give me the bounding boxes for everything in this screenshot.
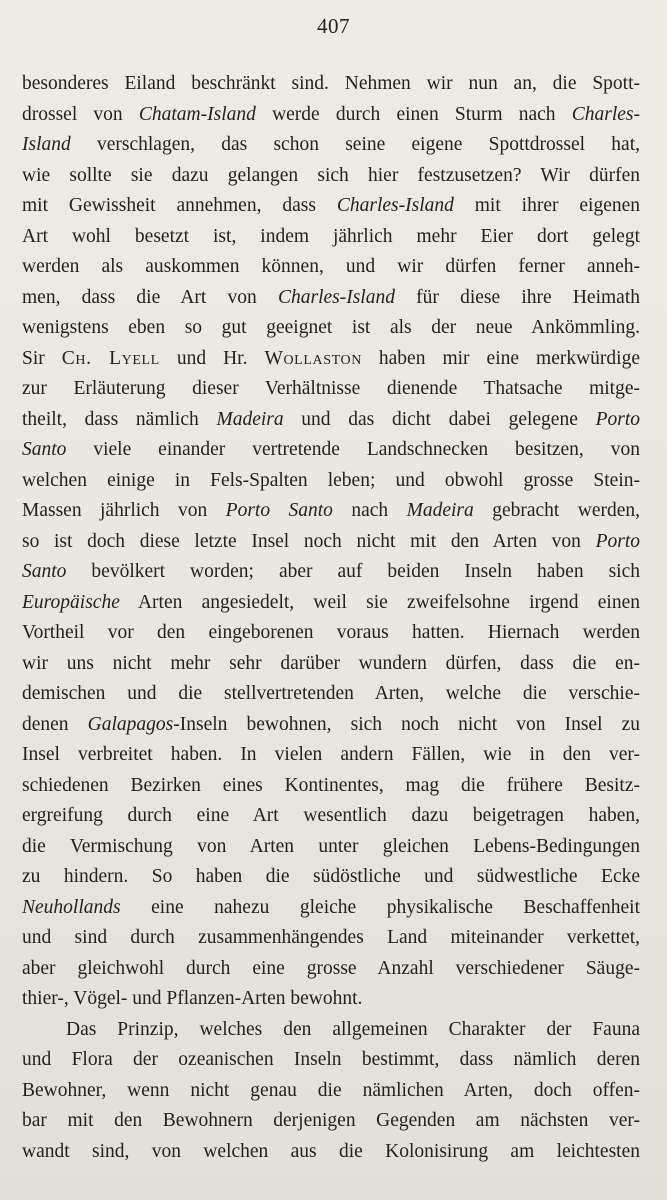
text-segment: demischen und die stellvertretenden Arten, welche die verschie- bbox=[22, 683, 640, 704]
italic-text: Santo bbox=[22, 439, 67, 460]
text-line bbox=[22, 100, 640, 131]
text-segment: für diese ihre Heimath bbox=[394, 286, 640, 308]
text-line bbox=[22, 435, 640, 466]
text-line bbox=[22, 313, 640, 344]
italic-text: Galapagos bbox=[87, 713, 174, 735]
text-segment: thier-, Vögel- und Pflanzen-Arten bewohnt. bbox=[22, 988, 363, 1009]
text-segment: Insel verbreitet haben. In vielen andern Fällen, wie in den ver- bbox=[22, 744, 640, 765]
text-segment: aber gleichwohl durch eine grosse Anzahl verschiedener Säuge- bbox=[22, 957, 640, 979]
italic-text: Charles- bbox=[571, 103, 640, 125]
text-line bbox=[22, 984, 640, 1015]
text-line bbox=[22, 1137, 640, 1168]
italic-text: Porto bbox=[595, 530, 640, 552]
text-line bbox=[22, 344, 640, 375]
text-segment: Art wohl besetzt ist, indem jährlich mehr Eier dort gelegt bbox=[22, 225, 640, 247]
text-segment: Sir bbox=[22, 347, 62, 369]
text-segment: men, dass die Art von bbox=[22, 286, 278, 308]
text-segment: haben mir eine merkwürdige bbox=[361, 347, 640, 369]
text-line bbox=[22, 374, 640, 405]
italic-text: Island bbox=[22, 134, 71, 155]
italic-text: Porto Santo bbox=[225, 500, 333, 521]
italic-text: Santo bbox=[22, 561, 67, 582]
text-line bbox=[22, 1076, 640, 1107]
text-segment: Das Prinzip, welches den allgemeinen Charakter der Fauna bbox=[66, 1018, 640, 1040]
text-line bbox=[22, 740, 640, 771]
italic-text: Chatam-Island bbox=[138, 103, 256, 125]
text-segment: und Flora der ozeanischen Inseln bestimmt, dass nämlich deren bbox=[22, 1049, 640, 1070]
italic-text: Europäische bbox=[22, 591, 120, 613]
text-segment: schiedenen Bezirken eines Kontinentes, mag die frühere Besitz- bbox=[22, 774, 640, 796]
text-segment: ergreifung durch eine Art wesentlich dazu beigetragen haben, bbox=[22, 805, 640, 826]
text-line bbox=[22, 862, 640, 893]
text-line bbox=[22, 69, 640, 100]
italic-text: Madeira bbox=[216, 408, 284, 430]
text-segment: und sind durch zusammenhängendes Land miteinander verkettet, bbox=[22, 927, 640, 948]
text-line bbox=[22, 618, 640, 649]
text-line bbox=[22, 649, 640, 680]
text-line bbox=[22, 679, 640, 710]
text-line bbox=[22, 1106, 640, 1137]
text-segment: wandt sind, von welchen aus die Kolonisirung am leichtesten bbox=[22, 1140, 640, 1162]
text-line bbox=[22, 252, 640, 283]
text-segment: drossel von bbox=[22, 103, 139, 125]
text-segment: bevölkert worden; aber auf beiden Inseln haben sich bbox=[66, 561, 640, 582]
italic-text: Charles-Island bbox=[336, 195, 454, 216]
text-line bbox=[22, 283, 640, 314]
text-segment: und das dicht dabei gelegene bbox=[283, 408, 596, 430]
text-line bbox=[22, 466, 640, 497]
text-segment: mit ihrer eigenen bbox=[453, 195, 640, 216]
text-segment: -Inseln bewohnen, sich noch nicht von Insel zu bbox=[173, 713, 640, 735]
text-line bbox=[22, 588, 640, 619]
text-line bbox=[22, 771, 640, 802]
text-segment: viele einander vertretende Landschnecken besitzen, von bbox=[66, 439, 640, 460]
text-line bbox=[22, 1045, 640, 1076]
text-segment: wenigstens eben so gut geeignet ist als der neue Ankömmling. bbox=[22, 317, 640, 338]
text-line bbox=[22, 496, 640, 527]
text-segment: zu hindern. So haben die südöstliche und südwestliche Ecke bbox=[22, 866, 640, 887]
page-number: 407 bbox=[317, 14, 350, 38]
text-segment: bar mit den Bewohnern derjenigen Gegenden am nächsten ver- bbox=[22, 1110, 640, 1131]
italic-text: Madeira bbox=[406, 500, 474, 521]
text-segment: und Hr. bbox=[159, 347, 265, 369]
text-segment: gebracht werden, bbox=[473, 500, 640, 521]
text-segment: Vortheil vor den eingeborenen voraus hatten. Hiernach werden bbox=[22, 622, 640, 643]
text-segment: die Vermischung von Arten unter gleichen Lebens-Bedingungen bbox=[22, 835, 640, 857]
italic-text: Porto bbox=[595, 408, 640, 430]
text-segment: werden als auskommen können, und wir dürfen ferner anneh- bbox=[22, 256, 640, 277]
text-segment: theilt, dass nämlich bbox=[22, 408, 217, 430]
text-line bbox=[22, 405, 640, 436]
text-segment: denen bbox=[22, 713, 88, 735]
text-line bbox=[22, 130, 640, 161]
text-line bbox=[22, 1015, 640, 1046]
text-line bbox=[22, 710, 640, 741]
italic-text: Charles-Island bbox=[277, 286, 395, 308]
text-segment: mit Gewissheit annehmen, dass bbox=[22, 195, 337, 216]
text-segment: werde durch einen Sturm nach bbox=[255, 103, 572, 125]
text-line bbox=[22, 801, 640, 832]
text-line bbox=[22, 191, 640, 222]
text-line bbox=[22, 954, 640, 985]
text-segment: welchen einige in Fels-Spalten leben; und obwohl grosse Stein- bbox=[22, 469, 640, 491]
text-segment: Arten angesiedelt, weil sie zweifelsohne irgend einen bbox=[119, 591, 640, 613]
text-segment: wie sollte sie dazu gelangen sich hier festzusetzen? Wir dürfen bbox=[22, 164, 640, 186]
text-line bbox=[22, 832, 640, 863]
text-segment: Massen jährlich von bbox=[22, 500, 226, 521]
text-segment: so ist doch diese letzte Insel noch nicht mit den Arten von bbox=[22, 530, 596, 552]
text-segment: wir uns nicht mehr sehr darüber wundern dürfen, dass die en- bbox=[22, 652, 640, 674]
text-segment: besonderes Eiland beschränkt sind. Nehmen wir nun an, die Spott- bbox=[22, 73, 640, 94]
text-line bbox=[22, 557, 640, 588]
text-segment: zur Erläuterung dieser Verhältnisse dienende Thatsache mitge- bbox=[22, 378, 640, 399]
small-caps-text: Ch. Lyell bbox=[61, 347, 160, 369]
text-line bbox=[22, 161, 640, 192]
text-line bbox=[22, 222, 640, 253]
text-segment: eine nahezu gleiche physikalische Beschaffenheit bbox=[120, 896, 640, 918]
text-line bbox=[22, 527, 640, 558]
small-caps-text: Wollaston bbox=[264, 347, 362, 369]
body-text bbox=[22, 69, 640, 1167]
text-line bbox=[22, 923, 640, 954]
text-segment: Bewohner, wenn nicht genau die nämlichen Arten, doch offen- bbox=[22, 1079, 640, 1101]
text-segment: nach bbox=[332, 500, 407, 521]
text-segment: verschlagen, das schon seine eigene Spottdrossel hat, bbox=[70, 134, 640, 155]
italic-text: Neuhollands bbox=[22, 896, 121, 918]
text-line bbox=[22, 893, 640, 924]
